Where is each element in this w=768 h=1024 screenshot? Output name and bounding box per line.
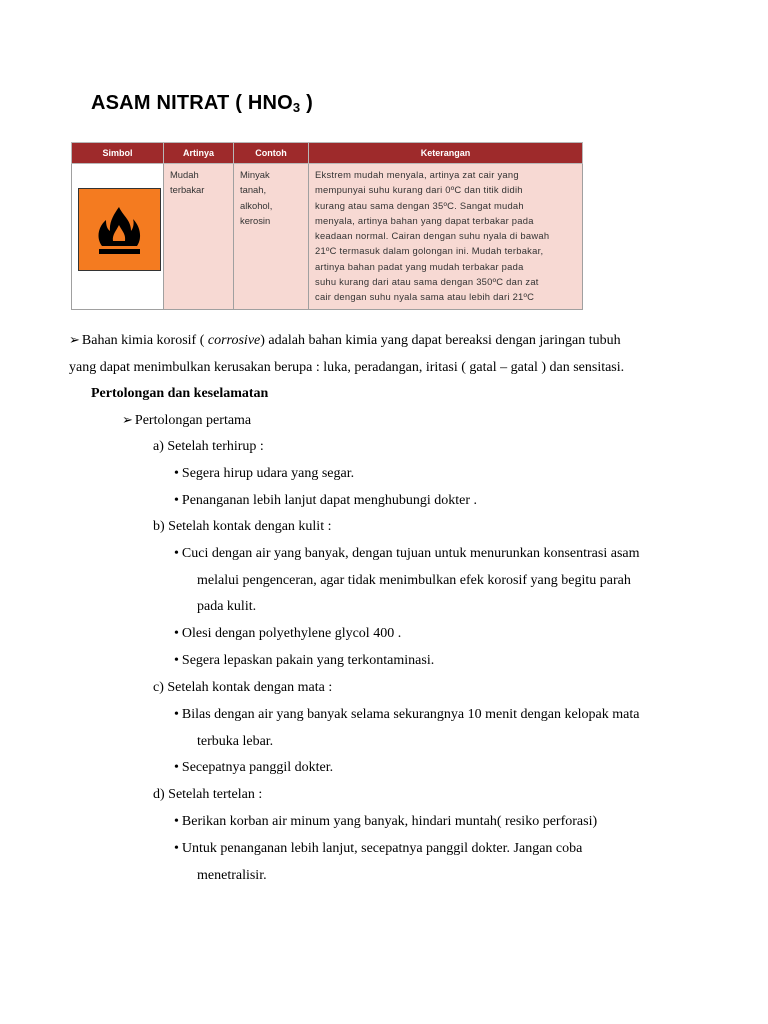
list-item-text: Segera hirup udara yang segar. <box>181 466 355 481</box>
subsection-title: Setelah terhirup : <box>167 439 264 454</box>
list-item-text: Cuci dengan air yang banyak, dengan tujuan untuk menurunkan konsentrasi asam <box>181 546 640 561</box>
intro-text: Bahan kimia korosif ( <box>81 333 208 348</box>
list-item-text: Penanganan lebih lanjut dapat menghubungi dokter . <box>181 493 477 508</box>
subsection-b-title <box>153 519 331 535</box>
hazard-table-row <box>72 164 583 310</box>
header-artinya: Artinya <box>164 143 234 164</box>
keterangan-line: suhu kurang dari atau sama dengan 350ºC dan zat <box>315 276 539 288</box>
cell-artinya <box>164 164 234 310</box>
list-item-continuation: pada kulit. <box>197 599 257 614</box>
contoh-line: alkohol, <box>240 199 273 211</box>
header-keterangan: Keterangan <box>309 143 583 164</box>
keterangan-line: cair dengan suhu nyala sama atau lebih dari 21ºC <box>315 291 535 303</box>
bullet-icon: • <box>174 760 179 775</box>
bullet-icon: • <box>174 493 179 508</box>
page-title <box>91 92 313 115</box>
subsection-label: a) <box>153 439 164 454</box>
hazard-table-header-row <box>72 143 583 164</box>
flammable-flame-icon <box>79 189 160 270</box>
cell-simbol <box>72 164 164 310</box>
contoh-line: tanah, <box>240 184 267 196</box>
subsection-label: b) <box>153 519 165 534</box>
list-item-text: Berikan korban air minum yang banyak, hindari muntah( resiko perforasi) <box>181 814 598 829</box>
title-end: ) <box>300 92 313 114</box>
section-title: Pertolongan dan keselamatan <box>91 386 269 401</box>
artinya-line: Mudah <box>170 169 199 180</box>
list-item <box>174 546 640 562</box>
list-item-text: Untuk penanganan lebih lanjut, secepatnya panggil dokter. Jangan coba <box>181 841 583 856</box>
cell-contoh <box>234 164 309 310</box>
subsection-a-title <box>153 439 264 455</box>
bullet-icon: • <box>174 546 179 561</box>
bullet-icon: • <box>174 626 179 641</box>
contoh-line: Minyak <box>240 169 270 180</box>
subsection-title: Setelah kontak dengan mata : <box>167 680 333 695</box>
keterangan-line: keadaan normal. Cairan dengan suhu nyala di bawah <box>315 230 550 242</box>
hazard-table <box>71 142 583 310</box>
intro-text: ) adalah bahan kimia yang dapat bereaksi dengan jaringan tubuh <box>260 333 621 348</box>
list-item <box>174 466 354 482</box>
subsection-c-title <box>153 680 332 696</box>
list-item <box>174 814 597 830</box>
list-item-continuation: menetralisir. <box>197 868 267 883</box>
intro-line-1 <box>69 333 621 349</box>
subsection-label: c) <box>153 680 164 695</box>
bullet-icon: • <box>174 707 179 722</box>
subsection-d-title <box>153 787 262 803</box>
keterangan-line: 21ºC termasuk dalam golongan ini. Mudah terbakar, <box>315 245 544 257</box>
arrow-bullet-icon: ➢ <box>122 413 133 428</box>
list-item <box>174 707 639 723</box>
title-subscript: 3 <box>292 100 301 115</box>
bullet-icon: • <box>174 653 179 668</box>
subsection-title: Setelah kontak dengan kulit : <box>168 519 332 534</box>
intro-line-2: yang dapat menimbulkan kerusakan berupa : luka, peradangan, iritasi ( gatal – gatal ) dan sensitasi. <box>69 360 625 375</box>
intro-italic-term: corrosive <box>207 333 261 348</box>
contoh-line: kerosin <box>240 214 271 226</box>
list-item-continuation: terbuka lebar. <box>197 734 274 749</box>
bullet-icon: • <box>174 814 179 829</box>
keterangan-line: artinya bahan padat yang mudah terbakar pada <box>315 260 524 272</box>
title-main: ASAM NITRAT ( HNO <box>91 92 293 114</box>
keterangan-line: Ekstrem mudah menyala, artinya zat cair yang <box>315 169 519 180</box>
list-item <box>174 626 401 642</box>
first-aid-label: Pertolongan pertama <box>134 413 252 428</box>
subsection-title: Setelah tertelan : <box>168 787 263 802</box>
artinya-line: terbakar <box>170 184 205 196</box>
bullet-icon: • <box>174 841 179 856</box>
keterangan-line: kurang atau sama dengan 35ºC. Sangat mudah <box>315 199 524 211</box>
bullet-icon: • <box>174 466 179 481</box>
list-item-text: Bilas dengan air yang banyak selama sekurangnya 10 menit dengan kelopak mata <box>181 707 640 722</box>
list-item <box>174 653 434 669</box>
list-item-text: Secepatnya panggil dokter. <box>181 760 334 775</box>
first-aid-heading <box>122 413 251 429</box>
subsection-label: d) <box>153 787 165 802</box>
list-item-text: Segera lepaskan pakain yang terkontaminasi. <box>181 653 435 668</box>
list-item <box>174 760 333 776</box>
keterangan-line: menyala, artinya bahan yang dapat terbakar pada <box>315 214 534 226</box>
flammable-symbol <box>78 188 161 271</box>
list-item <box>174 493 477 509</box>
header-contoh: Contoh <box>234 143 309 164</box>
keterangan-line: mempunyai suhu kurang dari 0ºC dan titik didih <box>315 184 523 196</box>
cell-keterangan <box>309 164 583 310</box>
list-item <box>174 841 582 857</box>
header-simbol: Simbol <box>72 143 164 164</box>
list-item-continuation: melalui pengenceran, agar tidak menimbulkan efek korosif yang begitu parah <box>197 573 631 588</box>
list-item-text: Olesi dengan polyethylene glycol 400 . <box>181 626 402 641</box>
arrow-bullet-icon: ➢ <box>69 333 80 348</box>
